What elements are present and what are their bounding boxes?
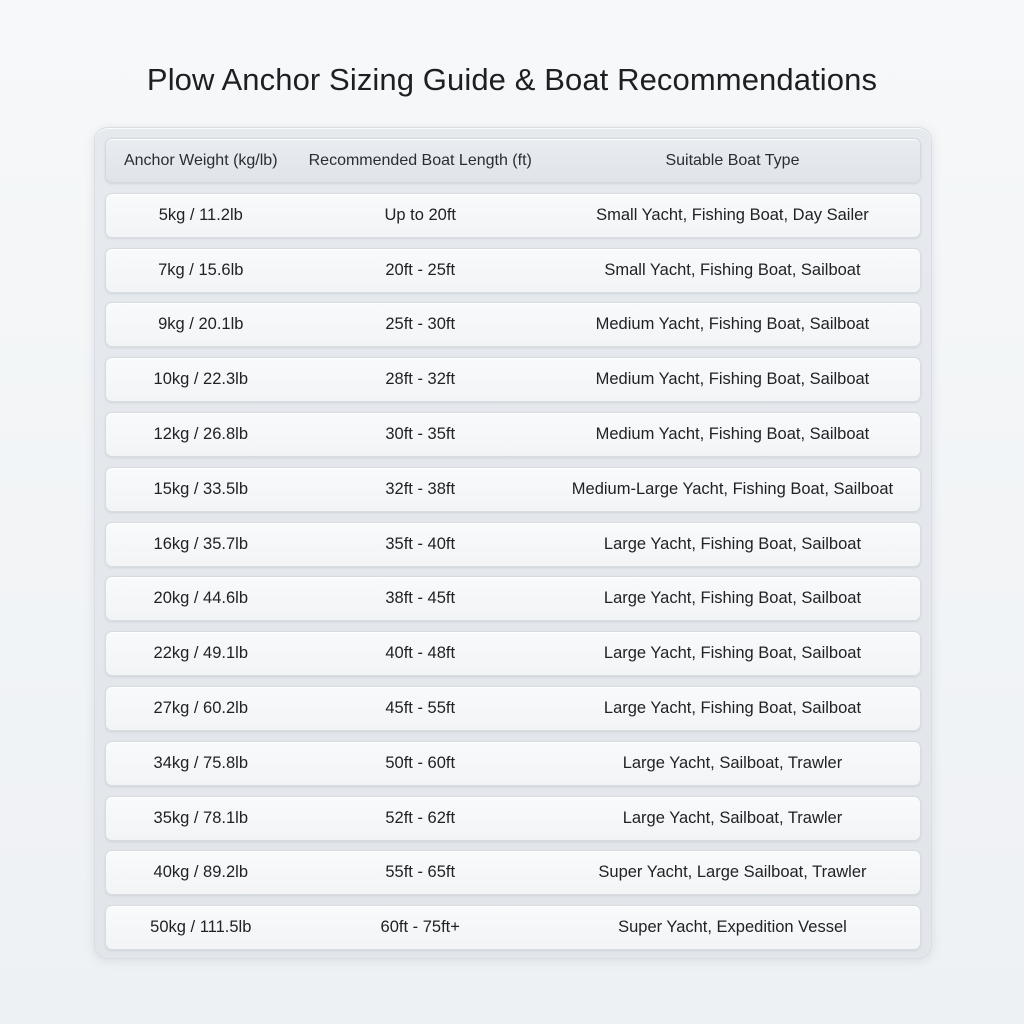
anchor-weight-cell: 12kg / 26.8lb — [153, 424, 249, 443]
boat-type-cell: Small Yacht, Fishing Boat, Sailboat — [604, 260, 861, 279]
table-row — [105, 467, 921, 512]
table-body — [105, 193, 921, 950]
header-boat-type: Suitable Boat Type — [665, 151, 800, 169]
boat-type-cell: Medium-Large Yacht, Fishing Boat, Sailboat — [571, 479, 894, 498]
boat-type-cell: Medium Yacht, Fishing Boat, Sailboat — [595, 424, 870, 443]
table-row — [105, 248, 921, 293]
boat-length-cell: 35ft - 40ft — [385, 534, 456, 553]
table-row — [105, 357, 921, 402]
anchor-weight-cell: 16kg / 35.7lb — [153, 534, 249, 553]
boat-type-cell: Medium Yacht, Fishing Boat, Sailboat — [595, 315, 870, 334]
anchor-weight-cell: 7kg / 15.6lb — [158, 260, 244, 279]
page-title: Plow Anchor Sizing Guide & Boat Recommendations — [146, 62, 878, 97]
boat-length-cell: 45ft - 55ft — [385, 698, 456, 717]
boat-type-cell: Large Yacht, Fishing Boat, Sailboat — [603, 698, 862, 717]
anchor-weight-cell: 5kg / 11.2lb — [158, 205, 243, 224]
table-row — [105, 686, 921, 731]
boat-type-cell: Large Yacht, Sailboat, Trawler — [622, 808, 843, 827]
boat-type-cell: Large Yacht, Fishing Boat, Sailboat — [603, 644, 862, 663]
anchor-weight-cell: 40kg / 89.2lb — [153, 863, 249, 882]
table-row — [105, 850, 921, 895]
anchor-weight-cell: 20kg / 44.6lb — [153, 589, 249, 608]
table-row — [105, 905, 921, 950]
table-row — [105, 576, 921, 621]
anchor-weight-cell: 35kg / 78.1lb — [153, 808, 249, 827]
boat-length-cell: 28ft - 32ft — [385, 370, 456, 389]
boat-type-cell: Large Yacht, Fishing Boat, Sailboat — [603, 534, 862, 553]
boat-length-cell: 20ft - 25ft — [385, 260, 456, 279]
table-row — [105, 302, 921, 347]
anchor-weight-cell: 50kg / 111.5lb — [150, 918, 252, 937]
boat-type-cell: Large Yacht, Fishing Boat, Sailboat — [603, 589, 862, 608]
boat-length-cell: 50ft - 60ft — [385, 753, 456, 772]
anchor-weight-cell: 15kg / 33.5lb — [153, 479, 249, 498]
sizing-table — [105, 138, 921, 960]
anchor-weight-cell: 27kg / 60.2lb — [153, 698, 249, 717]
boat-length-cell: Up to 20ft — [384, 205, 456, 224]
table-row — [105, 741, 921, 786]
table-row — [105, 631, 921, 676]
boat-length-cell: 30ft - 35ft — [385, 424, 456, 443]
table-panel — [94, 127, 932, 959]
table-row — [105, 193, 921, 238]
table-row — [105, 522, 921, 567]
boat-type-cell: Medium Yacht, Fishing Boat, Sailboat — [595, 370, 870, 389]
anchor-weight-cell: 22kg / 49.1lb — [153, 644, 249, 663]
boat-length-cell: 55ft - 65ft — [385, 863, 456, 882]
header-anchor-weight: Anchor Weight (kg/lb) — [123, 151, 278, 169]
boat-length-cell: 52ft - 62ft — [385, 808, 456, 827]
boat-length-cell: 60ft - 75ft+ — [380, 918, 460, 937]
boat-type-cell: Large Yacht, Sailboat, Trawler — [622, 753, 843, 772]
table-header-row — [105, 138, 921, 183]
boat-type-cell: Small Yacht, Fishing Boat, Day Sailer — [596, 205, 869, 224]
table-row — [105, 412, 921, 457]
anchor-weight-cell: 10kg / 22.3lb — [153, 370, 249, 389]
boat-length-cell: 32ft - 38ft — [385, 479, 456, 498]
table-row — [105, 796, 921, 841]
boat-type-cell: Super Yacht, Expedition Vessel — [618, 918, 847, 937]
boat-length-cell: 40ft - 48ft — [385, 644, 456, 663]
header-boat-length: Recommended Boat Length (ft) — [308, 151, 532, 169]
anchor-weight-cell: 9kg / 20.1lb — [158, 315, 244, 334]
boat-type-cell: Super Yacht, Large Sailboat, Trawler — [598, 863, 867, 882]
boat-length-cell: 25ft - 30ft — [385, 315, 456, 334]
boat-length-cell: 38ft - 45ft — [385, 589, 456, 608]
anchor-weight-cell: 34kg / 75.8lb — [153, 753, 249, 772]
